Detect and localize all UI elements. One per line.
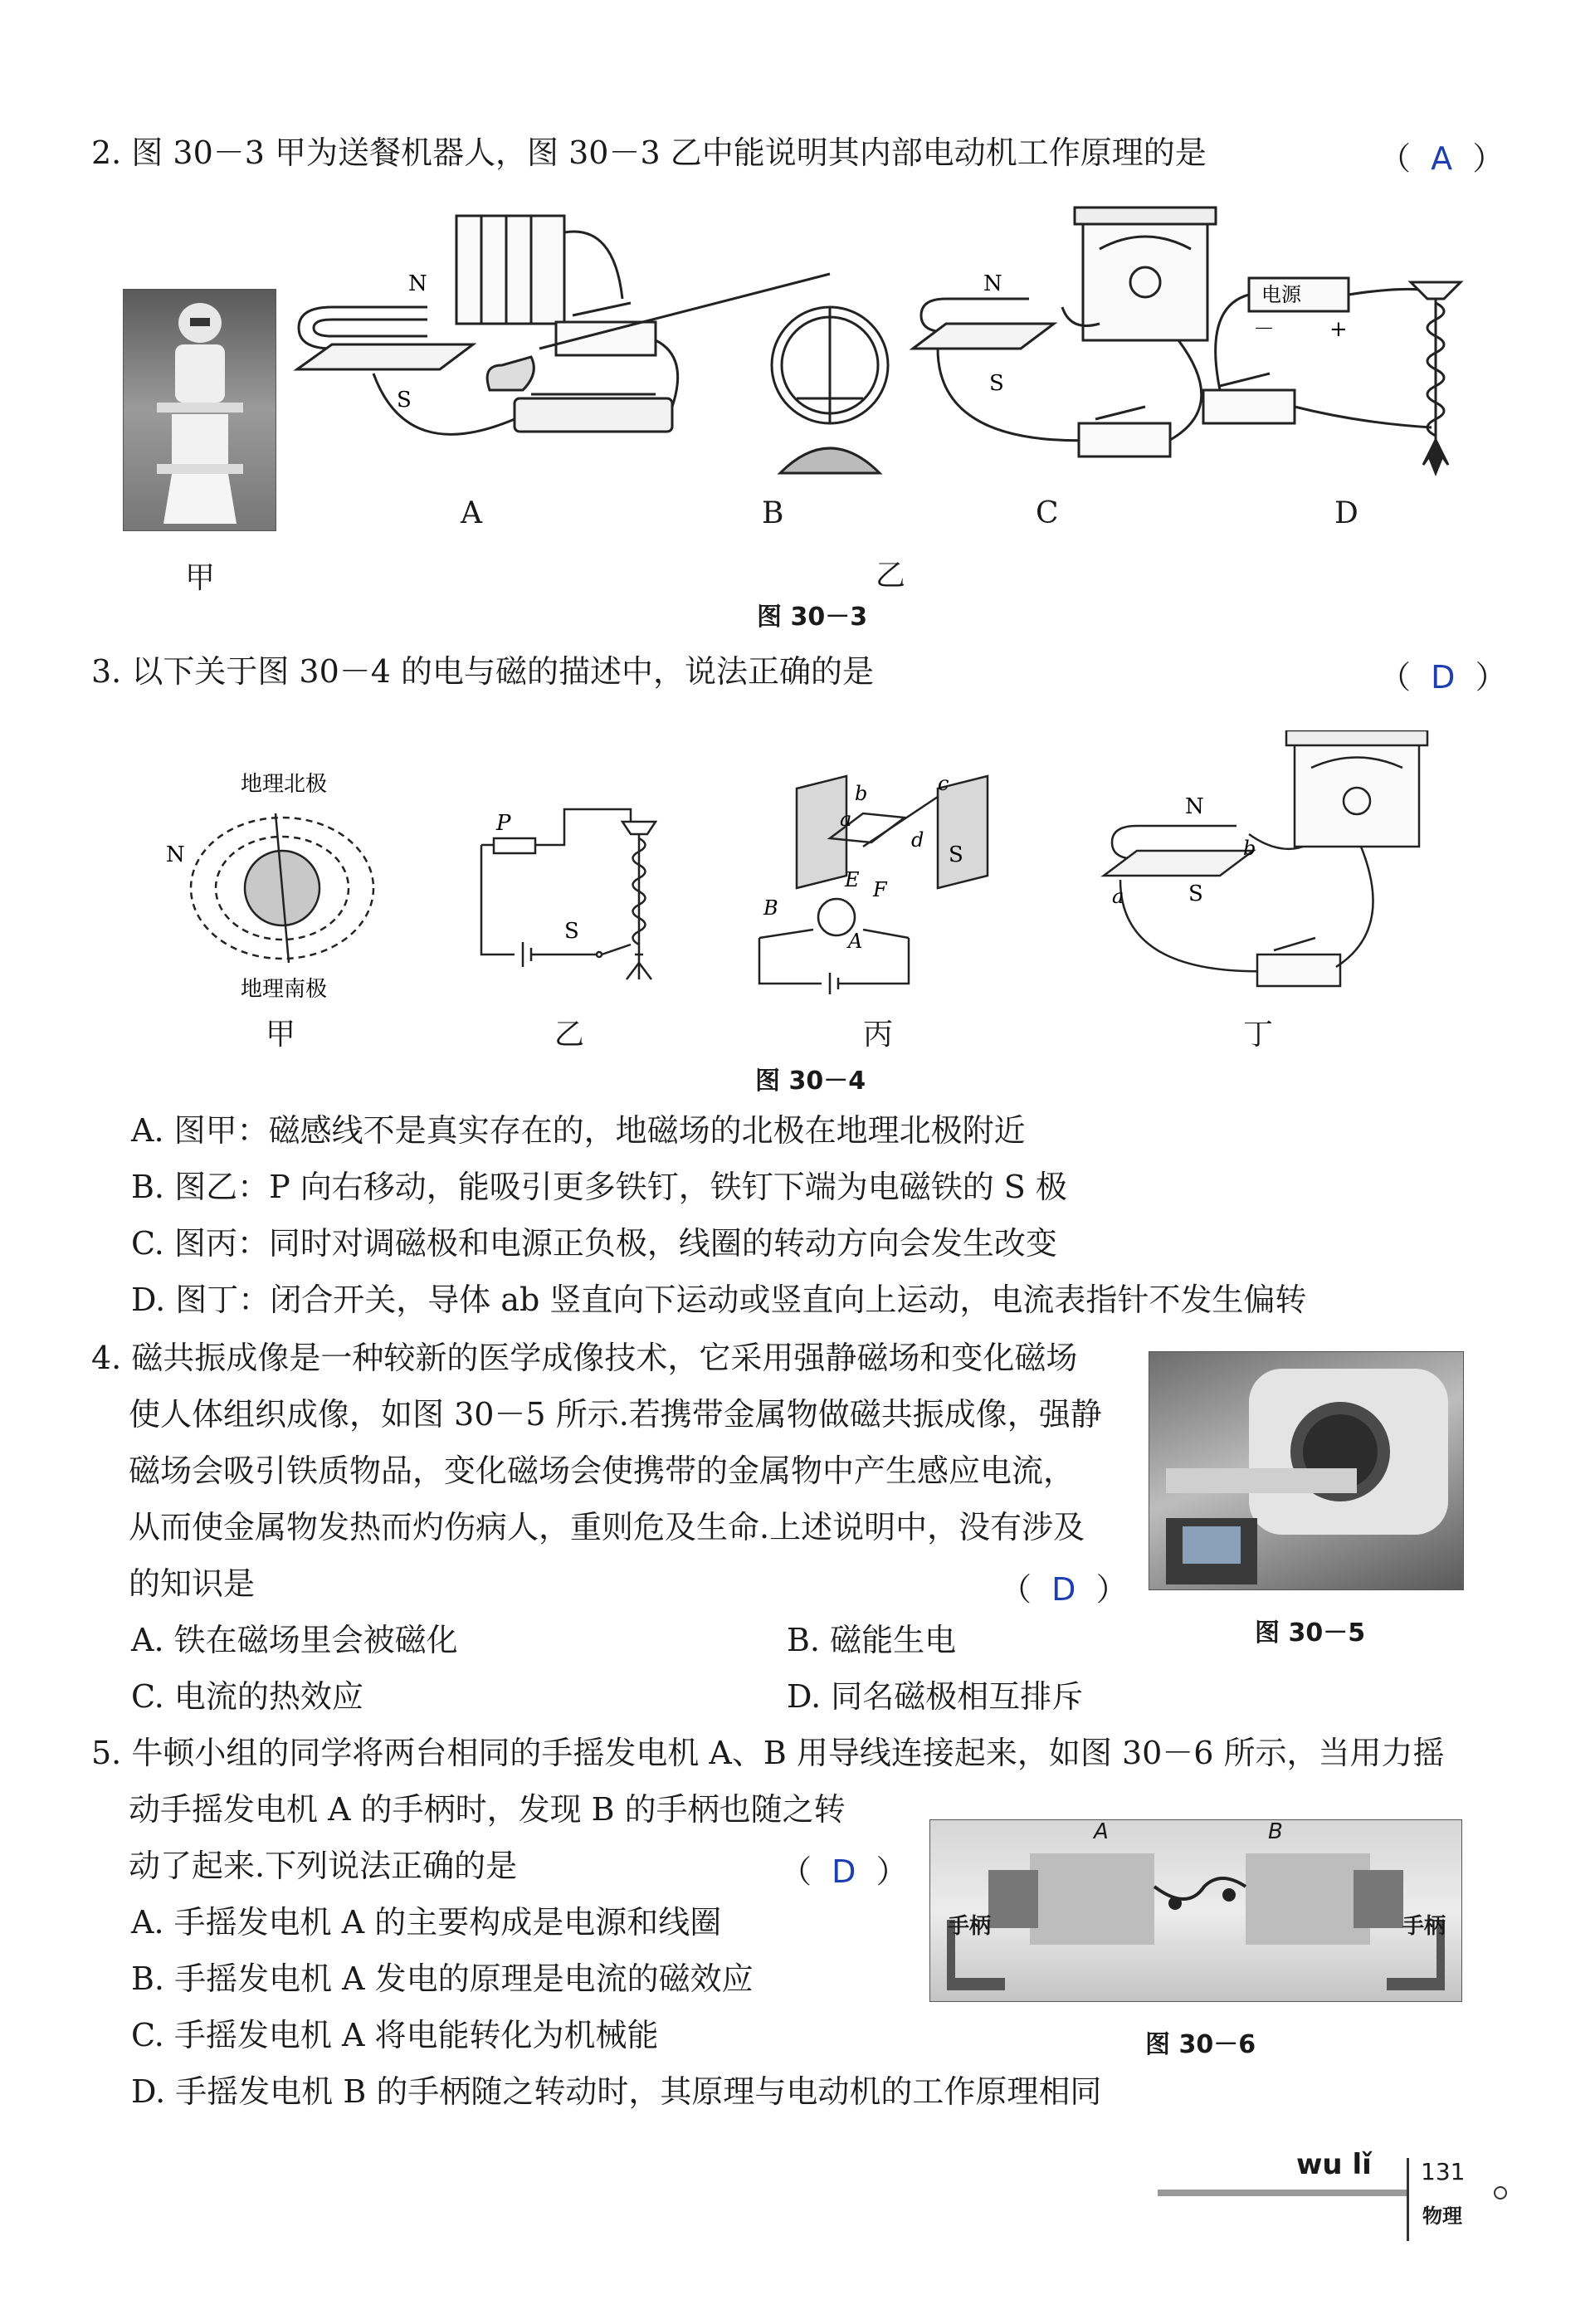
- fig-30-4-ding: 丁: [1243, 1018, 1274, 1052]
- mri-scanner-icon: [1149, 1352, 1463, 1589]
- c-s-label: S: [989, 371, 1004, 396]
- footer-page-number: 131: [1421, 2158, 1466, 2185]
- fig-30-3-yi: 乙: [876, 559, 906, 593]
- fig-30-3-diagram: [282, 199, 1494, 531]
- mri-photo: [1149, 1351, 1464, 1590]
- galv-b: b: [1243, 837, 1256, 860]
- fig-30-3-label-c: C: [1036, 496, 1059, 530]
- motor-bb: B: [763, 896, 778, 920]
- geo-north-label: 地理北极: [241, 772, 328, 797]
- q3-option-d: D. 图丁：闭合开关，导体 ab 竖直向下运动或竖直向上运动，电流表指针不发生偏转: [131, 1282, 1307, 1318]
- p-label: P: [496, 811, 511, 836]
- fig-30-3-label-d: D: [1334, 496, 1358, 530]
- generator-photo: [929, 1819, 1462, 2002]
- fig-30-3-label-a: A: [461, 496, 482, 530]
- c-n-label: N: [983, 271, 1002, 296]
- q5-stem-line-1: 5. 牛顿小组的同学将两台相同的手摇发电机 A、B 用导线连接起来，如图 30－6 所示，当用力摇: [91, 1735, 1445, 1771]
- motor-a: a: [840, 808, 852, 831]
- galv-n: N: [1185, 794, 1204, 819]
- motor-s: S: [949, 842, 963, 867]
- motor-aa: A: [848, 930, 863, 953]
- q4-stem-line-2: 使人体组织成像，如图 30－5 所示.若携带金属物做磁共振成像，强静: [129, 1396, 1102, 1433]
- fig-30-3-jia: 甲: [185, 561, 216, 595]
- earth-diagram: [191, 813, 373, 963]
- galvanometer-diagram: [1104, 730, 1427, 986]
- q5-option-c: C. 手摇发电机 A 将电能转化为机械能: [131, 2017, 659, 2053]
- fig-30-4-bing: 丙: [863, 1018, 894, 1052]
- q5-option-a: A. 手摇发电机 A 的主要构成是电源和线圈: [131, 1904, 722, 1941]
- q3-option-a: A. 图甲：磁感线不是真实存在的，地磁场的北极在地理北极附近: [131, 1112, 1026, 1149]
- q4-answer: D: [1051, 1571, 1076, 1608]
- q3-stem: 3. 以下关于图 30－4 的电与磁的描述中，说法正确的是: [91, 653, 875, 690]
- q3-option-b: B. 图乙：P 向右移动，能吸引更多铁钉，铁钉下端为电磁铁的 S 极: [131, 1169, 1067, 1205]
- apparatus-c: [913, 208, 1216, 456]
- fig-30-3-label-b: B: [762, 496, 784, 530]
- q5-answer-paren: （ D ）: [780, 1853, 908, 1890]
- apparatus-d: [1203, 278, 1461, 473]
- fig-30-5-caption: 图 30－5: [1255, 1618, 1366, 1648]
- q4-stem-line-1: 4. 磁共振成像是一种较新的医学成像技术，它采用强静磁场和变化磁场: [91, 1340, 1078, 1376]
- a-s-label: S: [397, 388, 412, 413]
- q5-stem-line-2: 动手摇发电机 A 的手柄时，发现 B 的手柄也随之转: [129, 1791, 846, 1828]
- footer-logo: wu lǐ: [1296, 2148, 1372, 2181]
- q4-option-d: D. 同名磁极相互排斥: [787, 1678, 1084, 1715]
- q5-option-b: B. 手摇发电机 A 发电的原理是电流的磁效应: [131, 1960, 754, 1997]
- q3-option-c: C. 图丙：同时对调磁极和电源正负极，线圈的转动方向会发生改变: [131, 1225, 1057, 1262]
- motor-d: d: [911, 828, 924, 852]
- q2-answer-paren: （ A ）: [1379, 140, 1505, 177]
- d-minus: －: [1253, 317, 1276, 342]
- fig-30-4-diagram: [166, 730, 1461, 1004]
- fig-30-3-caption: 图 30－3: [757, 603, 868, 632]
- footer-divider: [1407, 2158, 1409, 2241]
- photo-label-a: A: [1094, 1819, 1109, 1844]
- s-switch-label: S: [564, 919, 579, 944]
- q4-option-c: C. 电流的热效应: [131, 1678, 363, 1715]
- q4-answer-paren: （ D ）: [1000, 1571, 1128, 1608]
- generators-icon: [930, 1820, 1461, 2001]
- geo-south-label: 地理南极: [241, 977, 328, 1002]
- fig-30-4-jia: 甲: [266, 1018, 296, 1052]
- q3-answer: D: [1431, 659, 1456, 696]
- motor-b: b: [855, 782, 868, 805]
- q4-option-b: B. 磁能生电: [787, 1622, 957, 1658]
- footer-circle-icon: [1494, 2186, 1507, 2200]
- robot-icon: [124, 290, 276, 530]
- d-plus: +: [1329, 317, 1348, 342]
- photo-label-handle-right: 手柄: [1402, 1914, 1446, 1939]
- galv-s: S: [1188, 881, 1203, 906]
- fig-30-4-yi: 乙: [554, 1018, 585, 1052]
- q5-option-d: D. 手摇发电机 B 的手柄随之转动时，其原理与电动机的工作原理相同: [131, 2073, 1102, 2110]
- photo-label-b: B: [1268, 1819, 1283, 1844]
- q4-stem-line-4: 从而使金属物发热而灼伤病人，重则危及生命.上述说明中，没有涉及: [129, 1509, 1085, 1545]
- fig-30-4-caption: 图 30－4: [755, 1067, 866, 1096]
- q4-option-a: A. 铁在磁场里会被磁化: [131, 1622, 458, 1658]
- apparatus-a: [297, 216, 678, 434]
- q2-stem: 2. 图 30－3 甲为送餐机器人，图 30－3 乙中能说明其内部电动机工作原理的是: [91, 134, 1207, 171]
- a-n-label: N: [408, 271, 427, 296]
- motor-e: E: [845, 868, 860, 891]
- galv-a: a: [1112, 885, 1124, 908]
- motor-c: c: [938, 772, 949, 795]
- q2-answer: A: [1431, 140, 1453, 177]
- fig-30-6-caption: 图 30－6: [1145, 2030, 1256, 2059]
- q5-stem-line-3: 动了起来.下列说法正确的是: [129, 1848, 518, 1884]
- robot-photo: [123, 289, 276, 531]
- d-power-label: 电源: [1261, 283, 1301, 306]
- q3-answer-paren: （ D ）: [1379, 659, 1507, 696]
- q4-stem-line-3: 磁场会吸引铁质物品，变化磁场会使携带的金属物中产生感应电流，: [129, 1452, 1076, 1489]
- q4-stem-line-5: 的知识是: [129, 1565, 256, 1602]
- motor-f: F: [873, 878, 887, 901]
- footer-subject: 物理: [1422, 2204, 1462, 2228]
- motor-n: N: [166, 842, 185, 867]
- q5-answer: D: [832, 1853, 856, 1890]
- photo-label-handle-left: 手柄: [948, 1914, 992, 1939]
- footer-rule: [1158, 2190, 1407, 2196]
